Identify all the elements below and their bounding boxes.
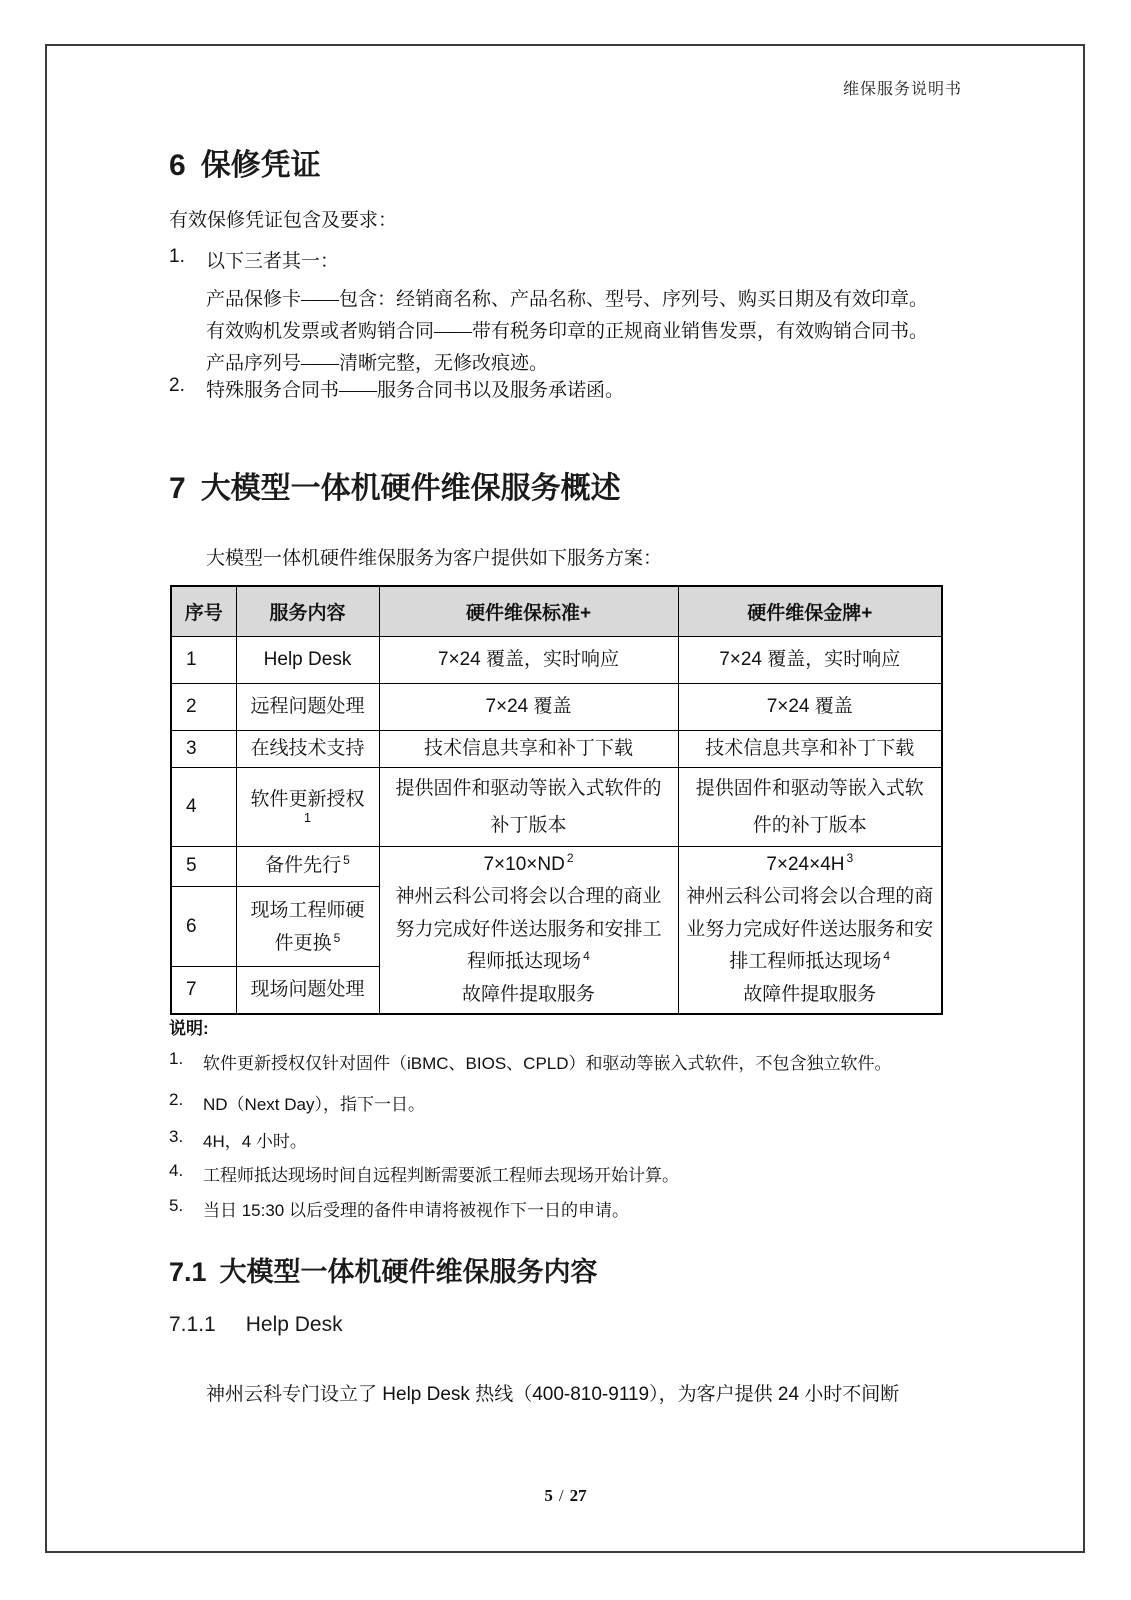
desc-footnote: 4 xyxy=(883,948,891,963)
page-footer xyxy=(169,1486,962,1506)
table-row xyxy=(171,767,942,846)
sla-footnote: 3 xyxy=(846,851,854,866)
note-item xyxy=(169,1049,969,1074)
list-text: 以下三者其一： xyxy=(206,251,340,272)
note-number: 4. xyxy=(169,1161,184,1180)
cell-standard: 7×24 覆盖，实时响应 xyxy=(379,636,678,683)
section-7-1-1-title: Help Desk xyxy=(245,1313,343,1336)
col-header-no: 序号 xyxy=(171,586,236,636)
note-item xyxy=(169,1090,969,1115)
cell-no: 4 xyxy=(171,767,236,846)
note-text: 当日 15:30 以后受理的备件申请将被视作下一日的申请。 xyxy=(203,1201,629,1220)
warranty-item-1-details xyxy=(206,284,968,380)
cell-service: 远程问题处理 xyxy=(236,683,379,730)
note-number: 3. xyxy=(169,1127,184,1146)
sla-footnote: 2 xyxy=(566,851,574,866)
sla-gold-desc: 神州云科公司将会以合理的商业努力完成好件送达服务和安排工程师抵达现场 xyxy=(686,886,934,972)
list-number: 1. xyxy=(169,246,185,267)
cell-standard: 7×24 覆盖 xyxy=(379,683,678,730)
section-7-heading xyxy=(169,463,621,507)
helpdesk-paragraph: 神州云科专门设立了 Help Desk 热线（400-810-9119），为客户提供 24 小时不间断 xyxy=(206,1384,900,1405)
table-row xyxy=(171,730,942,767)
cell-gold: 7×24 覆盖 xyxy=(678,683,942,730)
page-number: 5 xyxy=(544,1486,553,1505)
sla-standard: 7×10×ND xyxy=(483,853,565,875)
cell-service-footnote: 5 xyxy=(343,853,350,868)
col-header-service: 服务内容 xyxy=(236,586,379,636)
cell-service-footnote: 5 xyxy=(333,930,341,945)
col-header-gold: 硬件维保金牌+ xyxy=(678,586,942,636)
section-7-title: 大模型一体机硬件维保服务概述 xyxy=(200,472,621,505)
table-row xyxy=(171,636,942,683)
sla-gold: 7×24×4H xyxy=(766,853,845,875)
cell-service-label: 软件更新授权 xyxy=(250,788,365,810)
cell-service: Help Desk xyxy=(236,636,379,683)
section-7-1-title: 大模型一体机硬件维保服务内容 xyxy=(219,1257,598,1287)
section-7-1-number: 7.1 xyxy=(169,1257,207,1287)
page-total: 27 xyxy=(569,1486,587,1505)
cell-standard-merged xyxy=(379,846,678,1014)
notes-label: 说明: xyxy=(169,1019,209,1038)
table-row xyxy=(171,683,942,730)
cell-gold: 技术信息共享和补丁下载 xyxy=(678,730,942,767)
table-header-row xyxy=(171,586,942,636)
cell-service xyxy=(236,887,379,967)
note-number: 5. xyxy=(169,1196,184,1215)
cell-service xyxy=(236,767,379,846)
service-intro: 大模型一体机硬件维保服务为客户提供如下服务方案： xyxy=(206,548,663,569)
section-6-heading xyxy=(169,140,321,184)
note-number: 2. xyxy=(169,1090,184,1109)
cell-service: 现场问题处理 xyxy=(236,967,379,1014)
section-7-1-heading xyxy=(169,1250,598,1289)
note-item xyxy=(169,1161,969,1186)
detail-line: 产品保修卡——包含：经销商名称、产品名称、型号、序列号、购买日期及有效印章。 xyxy=(206,289,929,310)
cell-standard: 技术信息共享和补丁下载 xyxy=(379,730,678,767)
section-7-1-1-heading xyxy=(169,1313,343,1337)
sla-gold-extra: 故障件提取服务 xyxy=(743,983,877,1005)
cell-no: 3 xyxy=(171,730,236,767)
cell-standard: 提供固件和驱动等嵌入式软件的补丁版本 xyxy=(379,767,678,846)
list-text: 特殊服务合同书——服务合同书以及服务承诺函。 xyxy=(206,380,625,401)
cell-gold: 提供固件和驱动等嵌入式软件的补丁版本 xyxy=(678,767,942,846)
note-number: 1. xyxy=(169,1049,184,1068)
note-item xyxy=(169,1196,969,1221)
cell-gold-merged xyxy=(678,846,942,1014)
service-plan-table xyxy=(170,585,943,1015)
table-row xyxy=(171,846,942,887)
cell-service xyxy=(236,846,379,887)
cell-service-label: 备件先行 xyxy=(265,855,342,877)
cell-no: 1 xyxy=(171,636,236,683)
cell-service-footnote: 1 xyxy=(303,809,312,825)
list-number: 2. xyxy=(169,375,185,396)
detail-line: 产品序列号——清晰完整，无修改痕迹。 xyxy=(206,353,549,374)
section-6-number: 6 xyxy=(169,149,186,182)
note-item xyxy=(169,1127,969,1152)
warranty-item-1 xyxy=(169,246,339,273)
section-7-number: 7 xyxy=(169,472,186,505)
warranty-lead: 有效保修凭证包含及要求： xyxy=(169,210,398,231)
note-text: 4H，4 小时。 xyxy=(203,1132,307,1151)
cell-service: 在线技术支持 xyxy=(236,730,379,767)
sla-standard-desc: 神州云科公司将会以合理的商业努力完成好件送达服务和安排工程师抵达现场 xyxy=(395,886,662,972)
page-separator: / xyxy=(558,1486,564,1505)
desc-footnote: 4 xyxy=(583,948,590,963)
detail-line: 有效购机发票或者购销合同——带有税务印章的正规商业销售发票，有效购销合同书。 xyxy=(206,321,929,342)
cell-no: 6 xyxy=(171,887,236,967)
section-6-title: 保修凭证 xyxy=(200,149,321,182)
warranty-item-2 xyxy=(169,375,624,402)
section-7-1-1-number: 7.1.1 xyxy=(169,1313,216,1336)
col-header-standard: 硬件维保标准+ xyxy=(379,586,678,636)
note-text: 软件更新授权仅针对固件（iBMC、BIOS、CPLD）和驱动等嵌入式软件，不包含独立软件。 xyxy=(203,1054,892,1073)
cell-gold: 7×24 覆盖，实时响应 xyxy=(678,636,942,683)
running-header: 维保服务说明书 xyxy=(842,81,962,98)
sla-standard-extra: 故障件提取服务 xyxy=(461,983,595,1005)
cell-no: 7 xyxy=(171,967,236,1014)
cell-no: 2 xyxy=(171,683,236,730)
note-text: 工程师抵达现场时间自远程判断需要派工程师去现场开始计算。 xyxy=(203,1166,679,1185)
cell-service-label: 现场工程师硬件更换 xyxy=(250,899,365,954)
note-text: ND（Next Day），指下一日。 xyxy=(203,1095,425,1114)
cell-no: 5 xyxy=(171,846,236,887)
